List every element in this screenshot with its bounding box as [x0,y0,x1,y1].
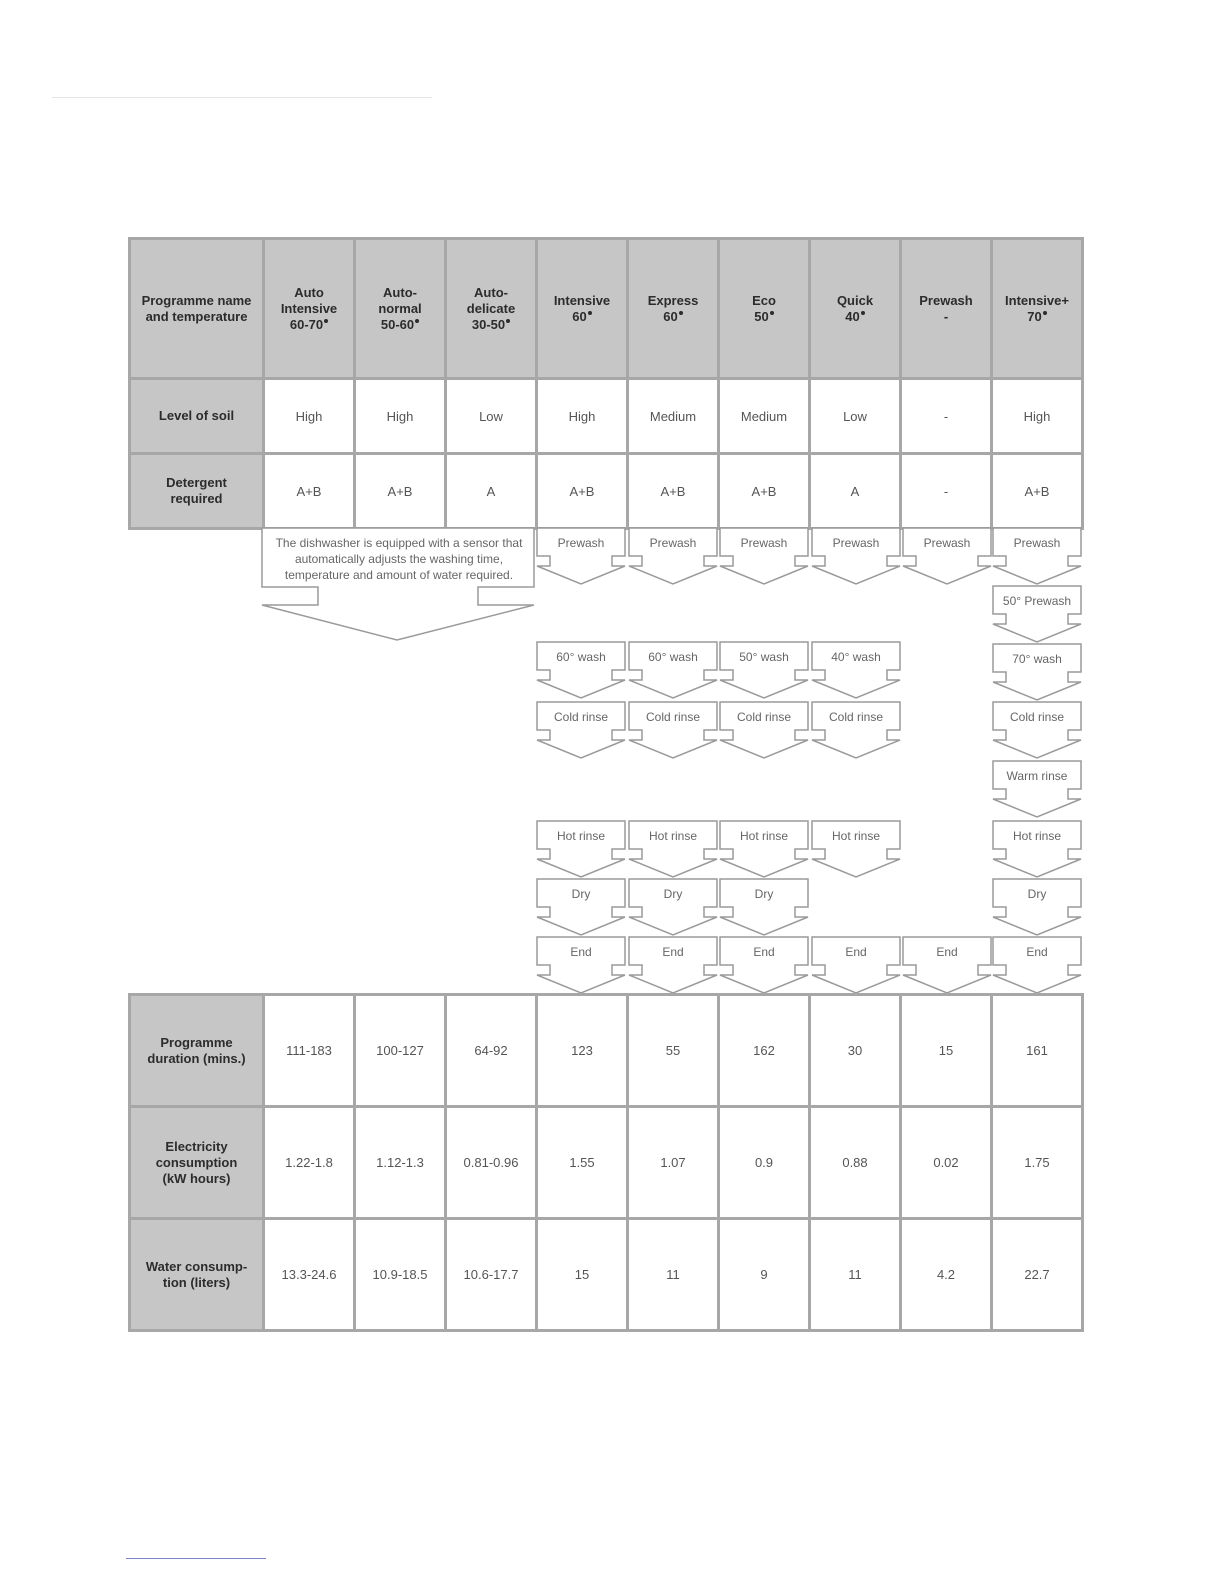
table-row-duration [130,995,1083,1107]
table-cell: 162 [719,995,810,1107]
flow-step-prewash [903,528,991,584]
auto-sensor-note-arrow [262,528,534,640]
flow-step-prewash-50 [993,586,1081,642]
flow-step-hot-rinse [537,821,625,877]
table-cell: 0.9 [719,1107,810,1219]
header-temp: 60 [572,308,587,324]
flow-step-label: 70° wash [1012,652,1062,666]
header-text: Auto- [383,284,417,300]
table-cell: A+B [537,454,628,529]
flow-step-cold-rinse [720,702,808,758]
flow-step-dry [720,879,808,935]
table-cell: 1.55 [537,1107,628,1219]
header-text: and temperature [145,308,248,324]
row-label-text: Water consump- [145,1258,248,1274]
header-text: Express [647,292,699,308]
flow-step-label: Dry [754,887,774,901]
flow-step-prewash [720,528,808,584]
row-label-text: tion (liters) [162,1274,231,1290]
table-cell: 111-183 [264,995,355,1107]
flow-step-label: End [662,945,684,959]
auto-note-line: The dishwasher is equipped with a sensor that [275,536,523,550]
table-cell: 100-127 [355,995,446,1107]
footer-link-underline [126,1558,266,1559]
header-text: Programme name [141,292,252,308]
table-cell: A+B [355,454,446,529]
row-label-text: (kW hours) [162,1170,231,1186]
table-cell: High [355,379,446,454]
table-cell: 1.12-1.3 [355,1107,446,1219]
table-cell: High [992,379,1083,454]
flow-step-label: Cold rinse [553,710,609,724]
auto-note-line: temperature and amount of water required. [284,568,514,582]
flow-step-prewash [629,528,717,584]
flow-step-label: Prewash [557,536,605,550]
flow-step-label: Hot rinse [1012,829,1062,843]
header-temp: - [943,308,949,324]
table-cell: 0.88 [810,1107,901,1219]
flow-step-label: End [753,945,775,959]
row-label-text: Electricity [165,1138,228,1154]
flow-step-label: Hot rinse [831,829,881,843]
table-cell: High [264,379,355,454]
header-text: Eco [752,292,776,308]
flow-step-prewash [993,528,1081,584]
flow-step-cold-rinse [993,702,1081,758]
flow-step-wash-60b [629,642,717,698]
flow-step-wash-70 [993,644,1081,700]
flow-step-label: Prewash [923,536,971,550]
flow-step-end [629,937,717,993]
flow-step-dry [537,879,625,935]
flow-step-hot-rinse [993,821,1081,877]
flow-step-label: End [845,945,867,959]
table-cell: 0.81-0.96 [446,1107,537,1219]
table-cell: Medium [719,379,810,454]
row-label [130,1219,264,1331]
table-cell: A+B [719,454,810,529]
header-temp: 60 [663,308,678,324]
header-temp: 50-60 [380,316,415,332]
row-label-text: Detergent required [166,475,227,506]
table-cell: 9 [719,1219,810,1331]
table-cell: - [901,379,992,454]
flow-step-label: 50° Prewash [1002,594,1072,608]
header-text: Auto [294,284,324,300]
flow-step-end [993,937,1081,993]
flow-step-hot-rinse [629,821,717,877]
flow-step-cold-rinse [812,702,900,758]
table-cell: 13.3-24.6 [264,1219,355,1331]
row-label-text: duration (mins.) [147,1050,246,1066]
flow-step-warm-rinse [993,761,1081,817]
programme-table-bottom [128,993,1084,1332]
table-row-water [130,1219,1083,1331]
header-temp: 30-50 [471,316,506,332]
flow-step-label: 60° wash [648,650,698,664]
table-cell: 55 [628,995,719,1107]
table-cell: A [810,454,901,529]
flow-step-hot-rinse [812,821,900,877]
flow-step-end [903,937,991,993]
flow-step-label: Cold rinse [828,710,884,724]
table-cell: A+B [628,454,719,529]
flow-step-end [720,937,808,993]
table-cell: 15 [901,995,992,1107]
flow-step-label: Dry [1027,887,1047,901]
flow-step-end [812,937,900,993]
flow-step-label: Prewash [1013,536,1061,550]
flow-step-hot-rinse [720,821,808,877]
table-cell: 161 [992,995,1083,1107]
table-cell: 1.22-1.8 [264,1107,355,1219]
table-cell: 4.2 [901,1219,992,1331]
row-label [130,995,264,1107]
table-cell: 123 [537,995,628,1107]
table-cell: A+B [992,454,1083,529]
row-label [130,1107,264,1219]
header-temp: 70 [1027,308,1042,324]
table-row-electricity [130,1107,1083,1219]
flow-step-label: End [1026,945,1048,959]
row-label: Level of soil [130,379,264,454]
flow-step-label: Dry [663,887,683,901]
flow-step-label: End [936,945,958,959]
header-text: Intensive [553,292,611,308]
header-temp: 50 [754,308,769,324]
flow-step-end [537,937,625,993]
header-text: Prewash [919,292,973,308]
header-text: delicate [466,300,516,316]
flow-step-prewash [812,528,900,584]
flow-step-wash-60a [537,642,625,698]
table-cell: 11 [810,1219,901,1331]
table-cell: 22.7 [992,1219,1083,1331]
table-cell: 11 [628,1219,719,1331]
table-cell: Medium [628,379,719,454]
flow-step-label: Hot rinse [556,829,606,843]
flow-step-label: Hot rinse [739,829,789,843]
flow-step-label: Prewash [832,536,880,550]
header-text: Intensive+ [1005,292,1069,308]
flow-step-label: Cold rinse [645,710,701,724]
flow-step-label: 50° wash [739,650,789,664]
flow-step-label: Cold rinse [736,710,792,724]
flow-step-label: Cold rinse [1009,710,1065,724]
header-text: Quick [836,292,874,308]
table-cell: 1.07 [628,1107,719,1219]
flow-step-label: Warm rinse [1006,769,1068,783]
header-temp: 40 [845,308,860,324]
table-cell: 1.75 [992,1107,1083,1219]
table-cell: Low [810,379,901,454]
table-cell: 10.9-18.5 [355,1219,446,1331]
table-cell: A+B [264,454,355,529]
flow-step-label: 60° wash [556,650,606,664]
table-cell: 64-92 [446,995,537,1107]
flow-step-prewash [537,528,625,584]
flow-step-dry [993,879,1081,935]
row-label-text: consumption [155,1154,238,1170]
flow-step-wash-40 [812,642,900,698]
table-cell: 15 [537,1219,628,1331]
table-cell: - [901,454,992,529]
header-text: Auto- [474,284,508,300]
flow-step-label: Hot rinse [648,829,698,843]
table-cell: 30 [810,995,901,1107]
flow-step-label: Prewash [649,536,697,550]
table-cell: A [446,454,537,529]
flow-step-label: Prewash [740,536,788,550]
header-text: Intensive [280,300,338,316]
table-cell: 10.6-17.7 [446,1219,537,1331]
table-cell: High [537,379,628,454]
flow-step-label: End [570,945,592,959]
auto-note-line: automatically adjusts the washing time, [294,552,504,566]
flow-step-label: Dry [571,887,591,901]
row-label-text: Programme [160,1034,233,1050]
table-cell: Low [446,379,537,454]
table-cell: 0.02 [901,1107,992,1219]
flow-step-dry [629,879,717,935]
header-text: normal [378,300,422,316]
header-temp: 60-70 [289,316,324,332]
flow-step-label: 40° wash [831,650,881,664]
flow-step-wash-50 [720,642,808,698]
flow-step-cold-rinse [537,702,625,758]
flow-step-cold-rinse [629,702,717,758]
